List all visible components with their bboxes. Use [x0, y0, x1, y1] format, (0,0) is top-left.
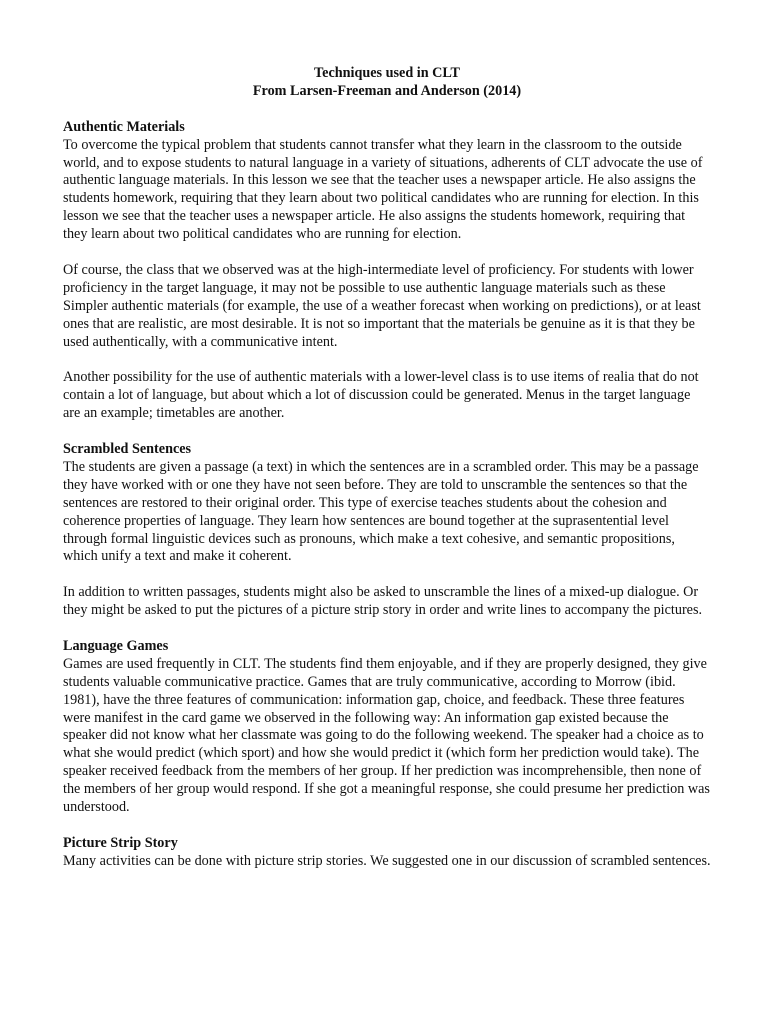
section-heading: Language Games — [63, 637, 169, 654]
section-heading: Scrambled Sentences — [63, 440, 192, 457]
paragraph: Of course, the class that we observed was at the high-intermediate level of proficiency. For students with lower proficiency in the target language, it may not be possible to use authentic language materials such as these Simpler authentic materials (for example, the use of a weather forecast when working on predictions), or at least ones that are realistic, are most desirable. It is not so important that the materials be genuine as it is that they be used authentically, with a communicative intent. — [63, 261, 701, 350]
paragraph: In addition to written passages, students might also be asked to unscramble the lines of a mixed-up dialogue. Or they might be asked to put the pictures of a picture strip story in order and write lines to accompany the pictures. — [63, 584, 703, 619]
document-page — [63, 65, 711, 889]
paragraph: Another possibility for the use of authentic materials with a lower-level class is to use items of realia that do not contain a lot of language, but about which a lot of discussion could be generated. Menus in the target language are an example; timetables are another. — [63, 369, 699, 422]
paragraph: Many activities can be done with picture strip stories. We suggested one in our discussion of scrambled sentences. — [63, 852, 711, 869]
section-scrambled-sentences — [63, 441, 711, 620]
section-authentic-materials — [63, 119, 711, 423]
section-language-games — [63, 638, 711, 817]
paragraph: Games are used frequently in CLT. The students find them enjoyable, and if they are properly designed, they give students valuable communicative practice. Games that are truly communicative, according to Morrow (ibid. 1981), have the three features of communication: information gap, choice, and feedback. These three features were manifest in the card game we observed in the following way: An information gap existed because the speaker did not know what her classmate was going to do the following weekend. The speaker had a choice as to what she would predict (which sport) and how she would predict it (which form her prediction would take). The speaker received feedback from the members of her group. If her prediction was incomprehensible, then none of the members of her group would respond. If she got a meaningful response, she could presume her prediction was understood. — [63, 655, 710, 816]
section-heading: Authentic Materials — [63, 118, 185, 135]
section-picture-strip-story — [63, 835, 711, 871]
paragraph: The students are given a passage (a text) in which the sentences are in a scrambled order. This may be a passage they have worked with or one they have not seen before. They are told to unscramble the sentences so that the sentences are restored to their original order. This type of exercise teaches students about the cohesion and coherence properties of language. They learn how sentences are bound together at the suprasentential level through formal linguistic devices such as pronouns, which make a text cohesive, and semantic propositions, which unify a text and make it coherent. — [63, 458, 699, 565]
section-heading: Picture Strip Story — [63, 834, 178, 851]
paragraph: To overcome the typical problem that students cannot transfer what they learn in the classroom to the outside world, and to expose students to natural language in a variety of situations, adherents of CLT advocate the use of authentic language materials. In this lesson we see that the teacher uses a newspaper article. He also assigns the students homework, requiring that they learn about two political candidates who are running for election. In this lesson we see that the teacher uses a newspaper article. He also assigns the students homework, requiring that they learn about two political candidates who are running for election. — [63, 136, 703, 243]
title-block — [63, 65, 711, 101]
document-subtitle: From Larsen-Freeman and Anderson (2014) — [252, 82, 522, 99]
document-title: Techniques used in CLT — [313, 65, 460, 81]
